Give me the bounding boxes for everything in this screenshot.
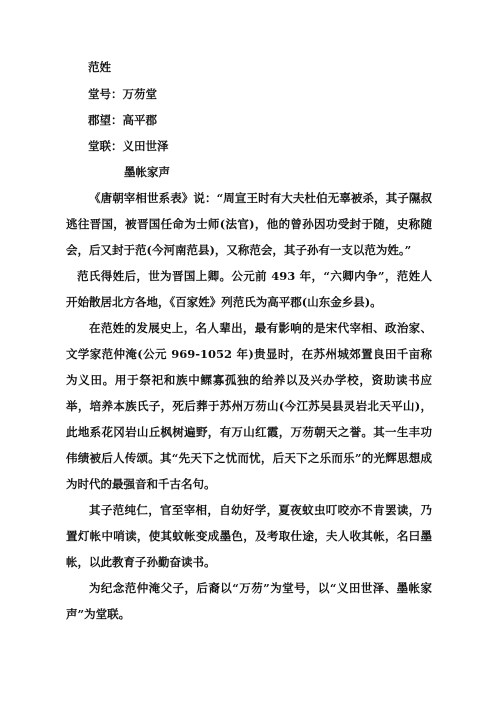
couplet-second-line: 墨帐家声 <box>124 165 170 179</box>
paragraph-fan-chunren: 其子范纯仁，官至宰相，自幼好学，夏夜蚊虫叮咬亦不肯罢读，乃置灯帐中哨读，使其蚊帐变成墨色，及考取仕途，夫人收其帐，名曰墨帐，以此教育子孙勤奋读书。 <box>66 503 432 569</box>
surname-heading: 范姓 <box>88 60 111 74</box>
paragraph-dispersal: 范氏得姓后，世为晋国上卿。公元前 493 年，“六卿内争”，范姓人开始散居北方各地，《百家姓》列范氏为高平郡(山东金乡县)。 <box>66 269 432 309</box>
commandery-line: 郡望：高平郡 <box>88 113 157 127</box>
hall-name-line: 堂号：万芴堂 <box>88 87 157 101</box>
paragraph-origin: 《唐朝宰相世系表》说：“周宣王时有大夫杜伯无辜被杀，其子隰叔逃往晋国，被晋国任命为士师(法官)，他的曾孙因功受封于随，史称随会，后又封于范(今河南范县)，又称范会，其子孙有一支以范为姓。” <box>66 191 432 257</box>
paragraph-fan-zhongyan: 在范姓的发展史上，名人辈出，最有影响的是宋代宰相、政治家、文学家范仲淹(公元 969-1052 年)贵显时，在苏州城郊置良田千亩称为义田。用于祭祀和族中鳏寡孤独的给养以及兴办学校，资助读书应举，培养本族氏子，死后葬于苏州万芴山(今江苏吴县灵岩北天平山)，此地系花冈岩山丘枫树遍野，有万山红霞，万芴朝天之誉。其一生丰功伟绩被后人传颂。其“先天下之忧而忧，后天下之乐而乐”的光辉思想成为时代的最强音和千古名句。 <box>66 321 432 491</box>
paragraph-commemoration: 为纪念范仲淹父子，后裔以“万芴”为堂号，以“义田世泽、墨帐家声”为堂联。 <box>66 581 432 621</box>
couplet-line: 堂联：义田世泽 <box>88 139 169 153</box>
